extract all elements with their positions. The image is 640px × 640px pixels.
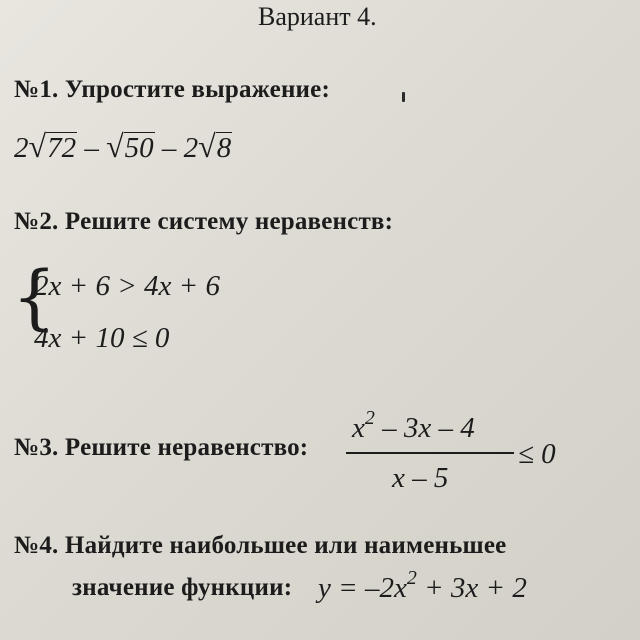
radicand-72: 72	[47, 132, 77, 164]
numerator-rest: – 3x – 4	[374, 412, 475, 444]
function-lhs: y = –2x	[318, 572, 407, 604]
radicand-8: 8	[216, 132, 232, 164]
numerator-exponent: 2	[364, 407, 375, 429]
task-1-heading: №1. Упростите выражение:	[14, 76, 330, 103]
task-2-heading: №2. Решите систему неравенств:	[14, 208, 394, 235]
fraction-denominator: x – 5	[392, 462, 449, 494]
inequality-rhs: ≤ 0	[518, 438, 556, 470]
radical-72	[29, 130, 78, 163]
function-exponent: 2	[406, 567, 417, 589]
function-rest: + 3x + 2	[416, 572, 527, 604]
task-4-heading: №4. Найдите наибольшее или наименьшее	[14, 532, 507, 559]
system-brace-icon: {	[12, 256, 57, 338]
fraction-bar	[346, 452, 514, 454]
sqrt-icon: √	[106, 128, 124, 164]
sqrt-icon: √	[28, 128, 47, 164]
task-4-subheading: значение функции:	[72, 574, 293, 601]
task-1-op1: –	[77, 132, 107, 164]
radicand-50: 50	[124, 132, 154, 164]
task-1-coef: 2	[14, 132, 29, 164]
pen-mark	[402, 92, 405, 102]
task-1-op2: – 2	[154, 132, 199, 164]
system-line-1: 2x + 6 > 4x + 6	[34, 270, 220, 302]
function-expression	[318, 567, 527, 604]
system-line-2: 4x + 10 ≤ 0	[34, 322, 170, 354]
task-3-heading: №3. Решите неравенство:	[14, 434, 309, 461]
task-1-expression	[14, 130, 232, 163]
variant-title: Вариант 4.	[258, 2, 377, 31]
numerator-base: x	[352, 412, 365, 444]
sqrt-icon: √	[198, 128, 216, 164]
fraction-numerator	[352, 407, 475, 444]
radical-50	[106, 130, 155, 163]
radical-8	[198, 130, 232, 163]
